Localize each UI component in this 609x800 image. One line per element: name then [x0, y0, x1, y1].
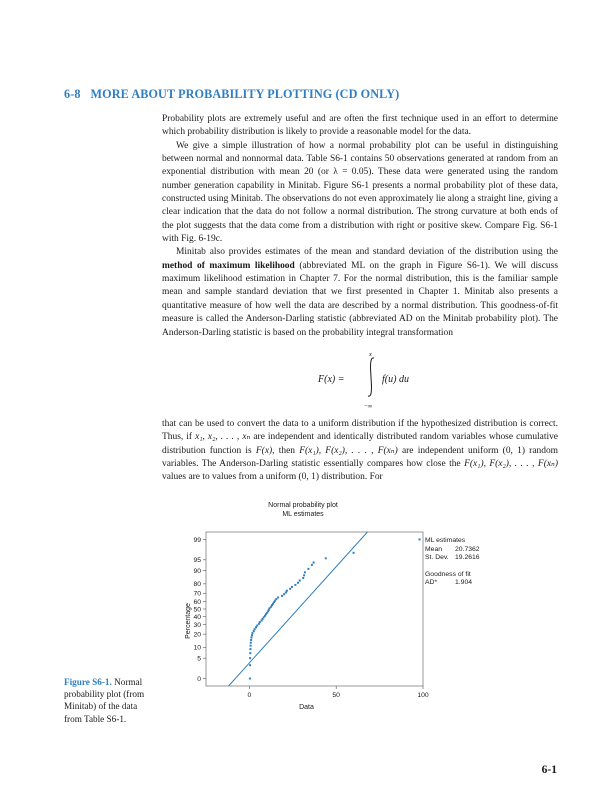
data-point: [281, 595, 283, 597]
x-tick-label: 100: [417, 692, 429, 699]
y-tick-label: 0: [197, 675, 201, 683]
y-tick-label: 60: [193, 598, 201, 606]
legend-heading: ML estimates: [425, 537, 466, 544]
data-point: [302, 577, 304, 579]
data-point: [419, 538, 421, 540]
chart-subtitle: ML estimates: [282, 511, 324, 518]
data-point: [250, 645, 252, 647]
chart-legend: [425, 537, 535, 588]
paragraph-3-text-b: (abbreviated ML on the graph in Figure S6-1). We will discuss maximum likelihood estimation in Chapter 7. For the normal distribution, this is the familiar sample mean and sample standard deviation that we first presented in Chapter 1. Minitab also presents a quantitative measure of how well the data are described by a normal distribution. This goodness-of-fit measure is called the Anderson-Darling statistic (abbreviated AD on the Minitab probability plot). The Anderson-Darling statistic is based on the probability integral transformation: [162, 260, 558, 338]
legend-mean-label: Mean: [425, 545, 443, 553]
data-point: [299, 579, 301, 581]
legend-mean-value: 20.7362: [455, 545, 480, 553]
data-point: [283, 593, 285, 595]
legend-ad-value: 1.904: [455, 579, 473, 587]
data-point: [294, 584, 296, 586]
data-point: [249, 652, 251, 654]
caption-label: Figure S6-1.: [64, 677, 112, 687]
data-point: [254, 628, 256, 630]
y-tick-label: 80: [193, 581, 201, 589]
section-number: 6-8: [64, 87, 81, 101]
paragraph-3: [162, 246, 558, 339]
paragraph-4-text-b: are independent and identically distributed random variables whose cumulative distribution function is: [162, 432, 558, 456]
equation-upper-limit: x: [369, 350, 372, 358]
caption-text: Normal probability plot (from Minitab) of the data from Table S6-1.: [64, 677, 145, 724]
data-point: [353, 552, 355, 554]
legend-mean-row: [425, 546, 535, 555]
y-axis-label: Percentage: [185, 603, 192, 639]
chart-title: Normal probability plot: [268, 502, 338, 509]
page-number: 6-1: [541, 764, 557, 776]
y-tick-label: 30: [193, 622, 201, 630]
data-point: [250, 639, 252, 641]
data-point: [275, 598, 277, 600]
figure-caption: [64, 676, 156, 725]
paragraph-4-text-d: are independent uniform (0, 1) random variables. The Anderson-Darling statistic essentially compares how close the: [162, 445, 559, 469]
data-point: [285, 591, 287, 593]
y-tick-label: 50: [193, 606, 201, 614]
legend-ad-label: AD*: [425, 579, 438, 587]
data-point: [249, 657, 251, 659]
math-Fx: F(x): [255, 445, 273, 456]
legend-sd-value: 19.2616: [455, 554, 480, 562]
y-tick-label: 90: [193, 568, 201, 576]
plot-frame: [206, 532, 423, 686]
y-tick-label: 5: [197, 655, 201, 663]
keyword-maximum-likelihood: method of maximum likelihood: [162, 260, 295, 271]
data-point: [303, 574, 305, 576]
math-x-list: x₁, x₂, . . . , xₙ: [195, 432, 251, 443]
integral-equation: [162, 340, 558, 418]
data-point: [286, 590, 288, 592]
data-point: [256, 625, 258, 627]
data-point: [249, 678, 251, 680]
y-tick-label: 20: [193, 631, 201, 639]
section-heading: [64, 87, 564, 102]
paragraph-3-text-a: Minitab also provides estimates of the mean and standard deviation of the distribution using the: [176, 247, 558, 258]
data-point: [277, 596, 279, 598]
data-point: [259, 621, 261, 623]
equation-lower-limit: −∞: [364, 402, 373, 410]
math-F-list-1: F(x₁), F(x₂), . . . , F(xₙ): [299, 445, 398, 456]
paragraph-4-text-e: values are to values from a uniform (0, 1) distribution. For: [162, 472, 383, 483]
y-tick-label: 40: [193, 613, 201, 621]
legend-ad-row: [425, 579, 535, 588]
paragraph-2: We give a simple illustration of how a normal probability plot can be useful in distinguishing between normal and nonnormal data. Table S6-1 contains 50 observations generated at random from an exponential distribution with mean 20 (or λ = 0.05). These data were generated using the random number generation capability in Minitab. Figure S6-1 presents a normal probability plot of these data, constructed using Minitab. The observations do not even approximately lie along a straight line, giving a clear indication that the data do not follow a normal distribution. The strong curvature at both ends of the plot suggests that the data come from a distribution with right or positive skew. Compare Fig. S6-1 with Fig. 6-19c.: [162, 140, 558, 245]
paragraph-4: [162, 418, 558, 485]
data-point: [325, 557, 327, 559]
paragraph-4-text-c: , then: [272, 445, 300, 456]
data-point: [249, 664, 251, 666]
equation-lhs: F(x) =: [318, 373, 345, 385]
data-point: [291, 586, 293, 588]
data-point: [250, 637, 252, 639]
paragraph-1: Probability plots are extremely useful and are often the first technique used in an effort to determine which probability distribution is likely to provide a reasonable model for the data.: [162, 114, 558, 138]
data-point: [313, 562, 315, 564]
x-tick-label: 50: [332, 692, 340, 699]
integral-sign: [365, 356, 377, 398]
y-tick-label: 10: [193, 644, 201, 652]
data-point: [253, 630, 255, 632]
data-point: [251, 634, 253, 636]
legend-sd-row: [425, 554, 535, 563]
y-tick-label: 99: [193, 536, 201, 544]
equation-rhs: f(u) du: [382, 373, 409, 385]
legend-sd-label: St. Dev.: [425, 554, 449, 562]
data-point: [255, 626, 257, 628]
data-point: [307, 568, 309, 570]
data-point: [249, 648, 251, 650]
y-tick-label: 95: [193, 557, 201, 565]
data-point: [304, 571, 306, 573]
math-F-list-2: F(x₁), F(x₂), . . . , F(xₙ): [464, 458, 559, 469]
x-axis-label: Data: [299, 704, 314, 711]
data-point: [311, 564, 313, 566]
probability-plot-figure: [185, 502, 458, 752]
data-point: [252, 632, 254, 634]
fit-line: [229, 532, 368, 686]
data-point: [297, 582, 299, 584]
legend-gof-heading: Goodness of fit: [425, 570, 471, 578]
section-title: MORE ABOUT PROBABILITY PLOTTING (CD ONLY): [90, 87, 400, 101]
paragraph-4-text-a: that can be used to convert the data to a uniform distribution if the hypothesized distribution is correct. Thus, if: [162, 418, 558, 443]
data-point: [250, 642, 252, 644]
body-text: [162, 113, 558, 485]
y-tick-label: 70: [193, 590, 201, 598]
x-tick-label: 0: [247, 692, 252, 699]
data-point: [289, 588, 291, 590]
probability-plot: [185, 522, 458, 752]
